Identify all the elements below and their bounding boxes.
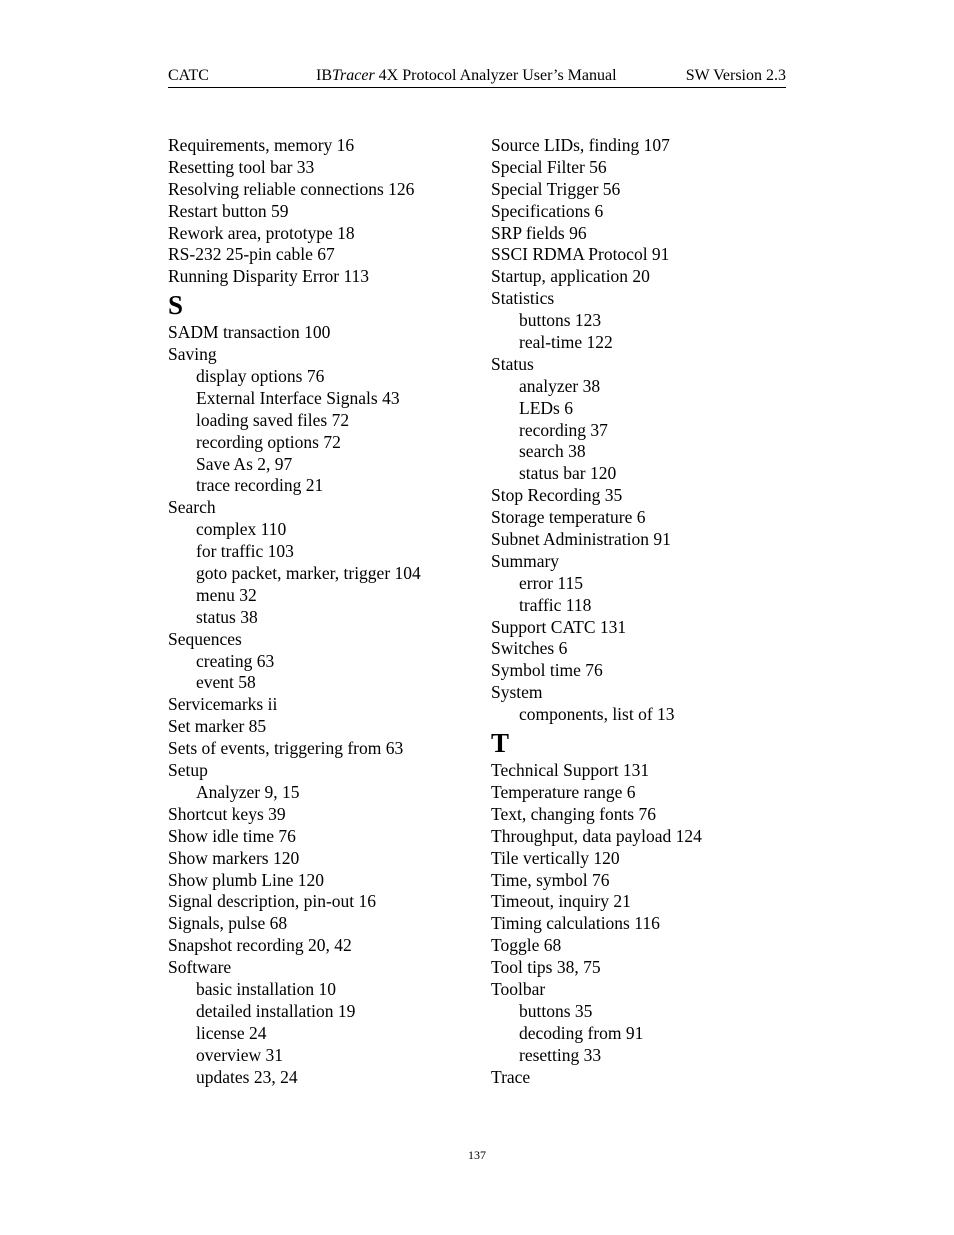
index-subentry: Analyzer 9, 15 <box>196 781 300 802</box>
index-entry: Resetting tool bar 33 <box>168 156 315 177</box>
index-subentry: for traffic 103 <box>196 541 294 562</box>
header-title-italic: Tracer <box>332 67 375 84</box>
index-entry: Timing calculations 116 <box>491 913 660 934</box>
index-entry: Time, symbol 76 <box>491 869 610 890</box>
index-entry: SRP fields 96 <box>491 222 587 243</box>
index-entry: Search <box>168 497 216 518</box>
index-entry: SADM transaction 100 <box>168 322 331 343</box>
index-entry: Saving <box>168 344 217 365</box>
index-column-left <box>168 135 468 1088</box>
index-entry: Statistics <box>491 288 555 309</box>
index-entry: Show plumb Line 120 <box>168 869 325 890</box>
index-subentry: search 38 <box>519 441 586 462</box>
index-entry: Stop Recording 35 <box>491 485 623 506</box>
index-entry: Temperature range 6 <box>491 781 636 802</box>
index-subentry: buttons 123 <box>519 310 602 331</box>
index-subentry: complex 110 <box>196 519 287 540</box>
index-entry: Requirements, memory 16 <box>168 135 355 155</box>
index-entry: Toolbar <box>491 978 546 999</box>
index-subentry: display options 76 <box>196 366 325 387</box>
index-entry: Set marker 85 <box>168 716 267 737</box>
index-entry: Technical Support 131 <box>491 760 650 781</box>
index-subentry: detailed installation 19 <box>196 1000 356 1021</box>
index-entry: Symbol time 76 <box>491 660 603 681</box>
index-subentry: LEDs 6 <box>519 397 573 418</box>
index-entry: Rework area, prototype 18 <box>168 222 355 243</box>
index-subentry: creating 63 <box>196 650 275 671</box>
index-entry: Tile vertically 120 <box>491 847 620 868</box>
index-subentry: basic installation 10 <box>196 978 336 999</box>
index-entry: Switches 6 <box>491 638 568 659</box>
index-entry: Servicemarks ii <box>168 694 278 715</box>
index-entry: Shortcut keys 39 <box>168 803 286 824</box>
index-entry: Specifications 6 <box>491 200 604 221</box>
index-entry: Storage temperature 6 <box>491 507 646 528</box>
index-entry: Toggle 68 <box>491 935 562 956</box>
index-entry: Sets of events, triggering from 63 <box>168 738 404 759</box>
index-entry: Summary <box>491 550 560 571</box>
index-entry: Status <box>491 353 534 374</box>
index-entry: Show markers 120 <box>168 847 300 868</box>
header-manual-title <box>316 66 617 85</box>
index-subentry: real-time 122 <box>519 332 613 353</box>
index-entry: Startup, application 20 <box>491 266 650 287</box>
index-entry: Snapshot recording 20, 42 <box>168 935 352 956</box>
header-title-prefix: IB <box>316 67 332 84</box>
index-entry: Signals, pulse 68 <box>168 913 288 934</box>
index-entry: Tool tips 38, 75 <box>491 957 601 978</box>
index-subentry: components, list of 13 <box>519 704 675 725</box>
index-entry: Special Filter 56 <box>491 156 607 177</box>
header-company: CATC <box>168 67 209 84</box>
index-subentry: menu 32 <box>196 584 257 605</box>
index-entry: Special Trigger 56 <box>491 178 621 199</box>
index-entry: Throughput, data payload 124 <box>491 825 702 846</box>
page-number: 137 <box>468 1148 486 1162</box>
index-entry: Subnet Administration 91 <box>491 529 671 550</box>
index-entry: RS-232 25-pin cable 67 <box>168 244 335 265</box>
index-entry: Show idle time 76 <box>168 825 296 846</box>
header-title-suffix: 4X Protocol Analyzer User’s Manual <box>374 67 617 84</box>
index-entry: Trace <box>491 1066 531 1087</box>
index-subentry: goto packet, marker, trigger 104 <box>196 563 421 584</box>
header-version: SW Version 2.3 <box>685 67 786 84</box>
index-subentry: trace recording 21 <box>196 475 324 496</box>
index-subentry: recording options 72 <box>196 431 341 452</box>
index-subentry: license 24 <box>196 1022 267 1043</box>
index-subentry: traffic 118 <box>519 594 592 615</box>
index-subentry: buttons 35 <box>519 1000 593 1021</box>
index-entry: Software <box>168 957 232 978</box>
index-entry: SSCI RDMA Protocol 91 <box>491 244 670 265</box>
index-subentry: External Interface Signals 43 <box>196 387 400 408</box>
index-entry: System <box>491 682 543 703</box>
index-column-right <box>491 135 791 1088</box>
index-subentry: event 58 <box>196 672 256 693</box>
index-entry: Running Disparity Error 113 <box>168 266 370 287</box>
index-subentry: updates 23, 24 <box>196 1066 298 1087</box>
index-subentry: analyzer 38 <box>519 375 601 396</box>
index-entry: Timeout, inquiry 21 <box>491 891 631 912</box>
index-entry: Sequences <box>168 628 242 649</box>
index-subentry: error 115 <box>519 572 583 593</box>
index-subentry: recording 37 <box>519 419 608 440</box>
index-subentry: status bar 120 <box>519 463 617 484</box>
index-subentry: overview 31 <box>196 1044 283 1065</box>
index-subentry: Save As 2, 97 <box>196 453 293 474</box>
index-section-letter: T <box>491 728 510 759</box>
index-subentry: status 38 <box>196 606 258 627</box>
index-section-letter: S <box>168 290 184 321</box>
index-entry: Resolving reliable connections 126 <box>168 178 415 199</box>
running-header <box>168 66 786 88</box>
index-subentry: loading saved files 72 <box>196 409 350 430</box>
index-entry: Support CATC 131 <box>491 616 627 637</box>
index-entry: Restart button 59 <box>168 200 289 221</box>
index-entry: Text, changing fonts 76 <box>491 803 656 824</box>
index-subentry: resetting 33 <box>519 1044 602 1065</box>
index-entry: Setup <box>168 760 208 781</box>
index-subentry: decoding from 91 <box>519 1022 644 1043</box>
index-entry: Signal description, pin-out 16 <box>168 891 377 912</box>
index-entry: Source LIDs, finding 107 <box>491 135 670 155</box>
